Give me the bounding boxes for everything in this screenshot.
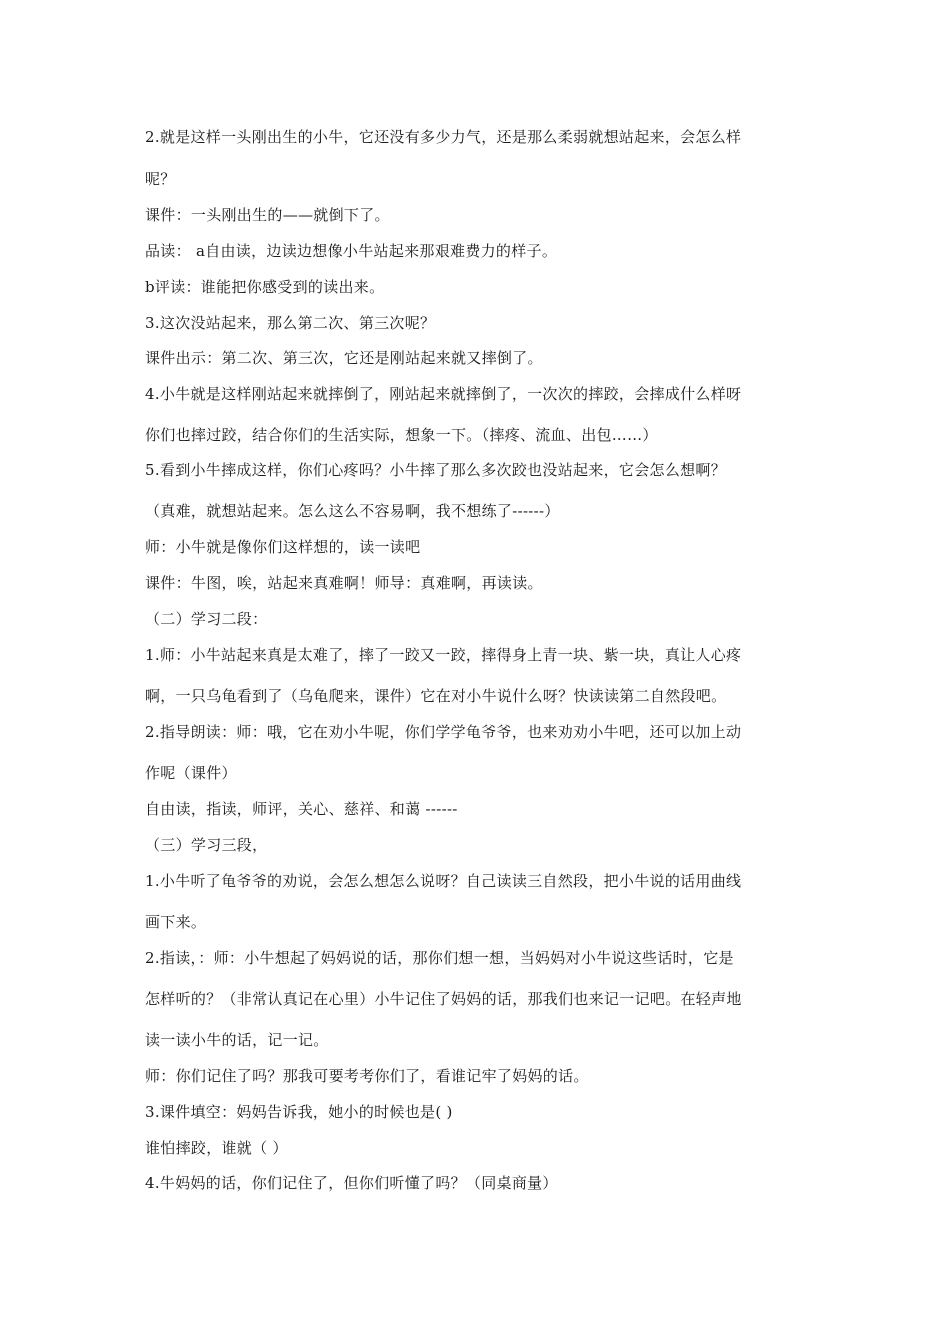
- paragraph-line: 5.看到小牛摔成这样，你们心疼吗？小牛摔了那么多次跤也没站起来，它会怎么想啊？: [145, 461, 727, 479]
- paragraph-line: 作呢（课件）: [145, 764, 237, 782]
- paragraph-line: 你们也摔过跤，结合你们的生活实际，想象一下。（摔疼、流血、出包……）: [145, 426, 658, 444]
- paragraph-line: 3.这次没站起来，那么第二次、第三次呢？: [145, 314, 436, 332]
- paragraph-line: 课件：牛图，唉，站起来真难啊！师导：真难啊，再读读。: [145, 574, 543, 592]
- paragraph-line: 3.课件填空：妈妈告诉我，她小的时候也是( ): [145, 1103, 453, 1121]
- paragraph-line: b评读：谁能把你感受到的读出来。: [145, 278, 385, 296]
- paragraph-line: 4.小牛就是这样刚站起来就摔倒了，刚站起来就摔倒了，一次次的摔跤，会摔成什么样呀: [145, 385, 742, 403]
- paragraph-line: 2.指读，：师：小牛想起了妈妈说的话，那你们想一想，当妈妈对小牛说这些话时，它是: [145, 949, 734, 967]
- paragraph-line: 2.就是这样一头刚出生的小牛，它还没有多少力气，还是那么柔弱就想站起来，会怎么样: [145, 128, 742, 146]
- paragraph-line: 4.牛妈妈的话，你们记住了，但你们听懂了吗？（同桌商量）: [145, 1174, 558, 1192]
- section-heading: （二）学习二段：: [145, 610, 268, 628]
- section-heading: （三）学习三段，: [145, 836, 268, 854]
- paragraph-line: 2.指导朗读：师：哦，它在劝小牛呢，你们学学龟爷爷，也来劝劝小牛吧，还可以加上动: [145, 723, 742, 741]
- paragraph-line: 谁怕摔跤，谁就（ ）: [145, 1139, 288, 1157]
- paragraph-line: 课件出示：第二次、第三次，它还是刚站起来就又摔倒了。: [145, 349, 543, 367]
- paragraph-line: 1.小牛听了龟爷爷的劝说，会怎么想怎么说呀？自己读读三自然段，把小牛说的话用曲线: [145, 872, 742, 890]
- paragraph-line: 怎样听的？（非常认真记在心里）小牛记住了妈妈的话，那我们也来记一记吧。在轻声地: [145, 990, 742, 1008]
- paragraph-line: （真难，就想站起来。怎么这么不容易啊，我不想练了------）: [145, 502, 560, 520]
- paragraph-line: 呢？: [145, 170, 176, 188]
- paragraph-line: 品读： a自由读，边读边想像小牛站起来那艰难费力的样子。: [145, 242, 558, 260]
- paragraph-line: 课件：一头刚出生的——就倒下了。: [145, 206, 390, 224]
- paragraph-line: 读一读小牛的话，记一记。: [145, 1031, 329, 1049]
- paragraph-line: 啊，一只乌龟看到了（乌龟爬来，课件）它在对小牛说什么呀？快读读第二自然段吧。: [145, 687, 727, 705]
- paragraph-line: 画下来。: [145, 913, 207, 931]
- paragraph-line: 师：你们记住了吗？那我可要考考你们了，看谁记牢了妈妈的话。: [145, 1067, 589, 1085]
- paragraph-line: 自由读，指读，师评，关心、慈祥、和蔼 ------: [145, 800, 458, 818]
- paragraph-line: 师：小牛就是像你们这样想的，读一读吧: [145, 538, 421, 556]
- paragraph-line: 1.师：小牛站起来真是太难了，摔了一跤又一跤，摔得身上青一块、紫一块，真让人心疼: [145, 646, 742, 664]
